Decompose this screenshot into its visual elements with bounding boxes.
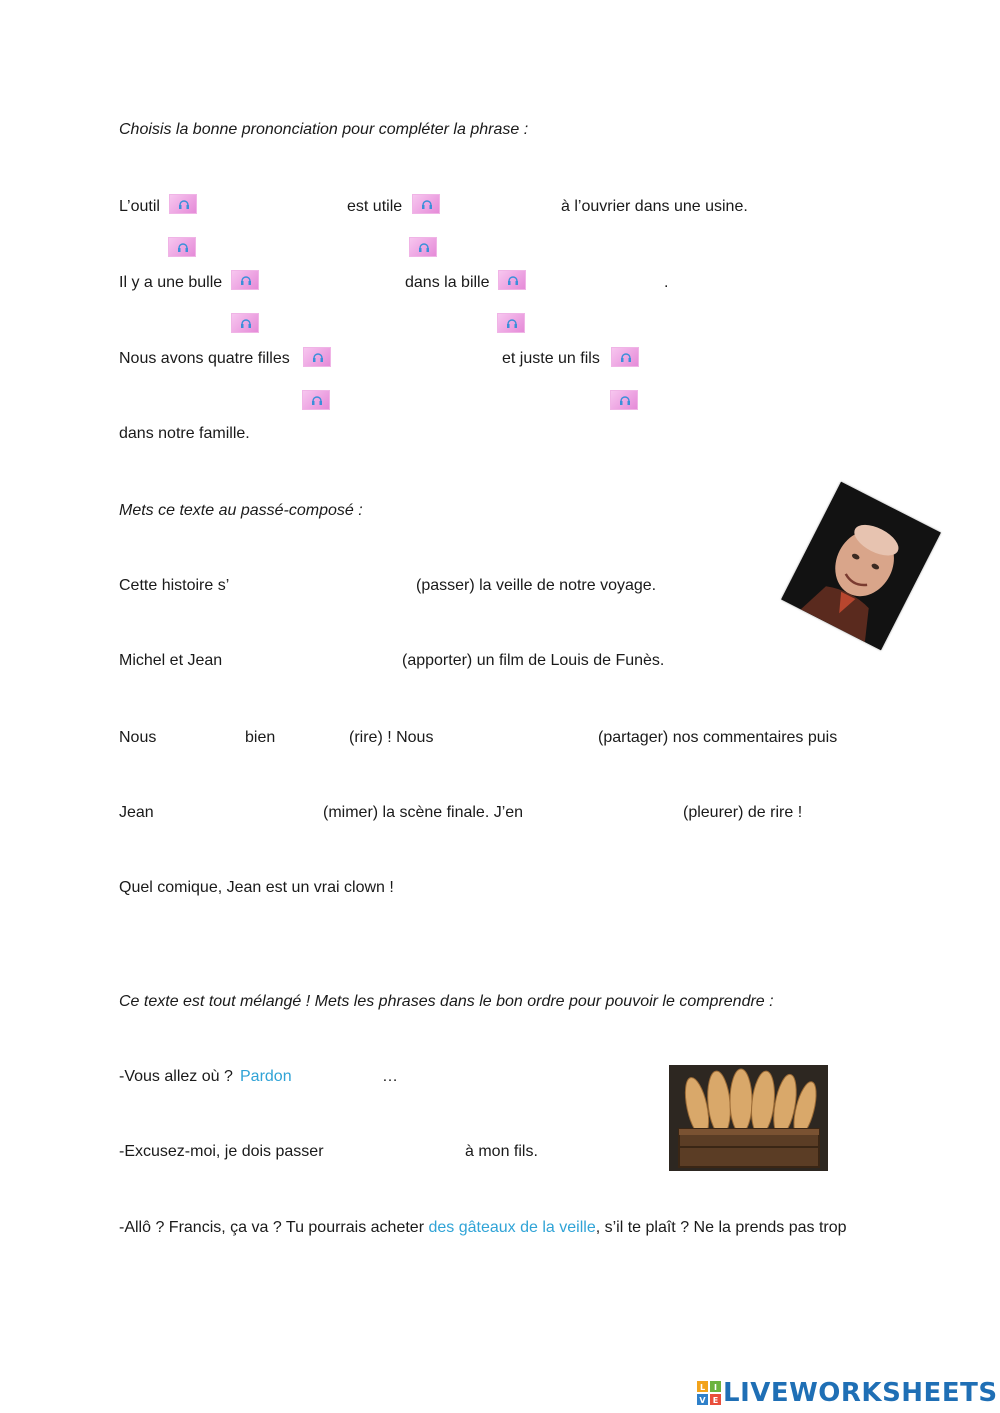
headphones-icon — [506, 317, 518, 329]
sentence-text — [119, 1218, 847, 1238]
instruction-passe-compose: Mets ce texte au passé-composé : — [119, 502, 363, 519]
sentence-text: bien — [245, 729, 276, 746]
audio-play-button[interactable] — [610, 390, 638, 410]
sentence-text: Nous avons quatre filles — [119, 350, 290, 367]
sentence-text: -Vous allez où ? — [119, 1068, 233, 1085]
headphones-icon — [178, 198, 190, 210]
sentence-text: (passer) la veille de notre voyage. — [416, 577, 657, 594]
sentence-text: Cette histoire s’ — [119, 577, 230, 594]
sentence-text: à mon fils. — [465, 1143, 538, 1160]
logo-badge-letter: E — [712, 1396, 719, 1405]
audio-play-button[interactable] — [497, 313, 525, 333]
headphones-icon — [311, 394, 323, 406]
headphones-icon — [418, 241, 430, 253]
sentence-text: dans la bille — [405, 274, 490, 291]
sentence-part: , s’il te plaît ? Ne la prends pas trop — [595, 1219, 847, 1236]
audio-play-button[interactable] — [169, 194, 197, 214]
audio-play-button[interactable] — [302, 390, 330, 410]
logo-badge-letter: L — [699, 1383, 706, 1392]
headphones-icon — [421, 198, 433, 210]
audio-play-button[interactable] — [611, 347, 639, 367]
sentence-text: L’outil — [119, 198, 160, 215]
audio-play-button[interactable] — [412, 194, 440, 214]
sentence-text: (mimer) la scène finale. J’en — [323, 804, 524, 821]
audio-play-button[interactable] — [498, 270, 526, 290]
sentence-text: Nous — [119, 729, 157, 746]
sentence-text: (rire) ! Nous — [349, 729, 434, 746]
logo-text: LIVEWORKSHEETS — [723, 1378, 998, 1408]
sentence-text: (pleurer) de rire ! — [683, 804, 803, 821]
logo-badge-letter: V — [699, 1396, 706, 1405]
draggable-word-pardon[interactable]: Pardon — [240, 1068, 292, 1085]
sentence-part: -Allô ? Francis, ça va ? Tu pourrais acheter — [119, 1219, 425, 1236]
headphones-icon — [620, 351, 632, 363]
sentence-text: dans notre famille. — [119, 425, 250, 442]
sentence-text: est utile — [347, 198, 403, 215]
sentence-text: . — [664, 274, 669, 291]
logo-badge-letter: I — [714, 1383, 717, 1392]
headphones-icon — [240, 317, 252, 329]
headphones-icon — [240, 274, 252, 286]
audio-play-button[interactable] — [303, 347, 331, 367]
audio-play-button[interactable] — [231, 270, 259, 290]
sentence-text: -Excusez-moi, je dois passer — [119, 1143, 324, 1160]
instruction-reorder: Ce texte est tout mélangé ! Mets les phrases dans le bon ordre pour pouvoir le comprendre : — [119, 993, 774, 1010]
sentence-text: (apporter) un film de Louis de Funès. — [402, 652, 665, 669]
sentence-text: Jean — [119, 804, 154, 821]
headphones-icon — [507, 274, 519, 286]
bread-basket-photo — [669, 1065, 828, 1171]
instruction-pronunciation: Choisis la bonne prononciation pour compléter la phrase : — [119, 121, 529, 138]
headphones-icon — [619, 394, 631, 406]
draggable-phrase-gateaux[interactable]: des gâteaux de la veille — [428, 1219, 596, 1236]
audio-play-button[interactable] — [409, 237, 437, 257]
headphones-icon — [312, 351, 324, 363]
portrait-photo — [781, 482, 941, 650]
sentence-text: Michel et Jean — [119, 652, 223, 669]
sentence-text: … — [382, 1068, 398, 1085]
portrait-illustration — [781, 482, 941, 650]
sentence-text: Il y a une bulle — [119, 274, 223, 291]
audio-play-button[interactable] — [168, 237, 196, 257]
sentence-text: à l’ouvrier dans une usine. — [561, 198, 748, 215]
logo-badge-icon — [697, 1381, 721, 1405]
sentence-text: (partager) nos commentaires puis — [598, 729, 838, 746]
sentence-text: et juste un fils — [502, 350, 600, 367]
sentence-text: Quel comique, Jean est un vrai clown ! — [119, 879, 394, 896]
audio-play-button[interactable] — [231, 313, 259, 333]
bread-illustration — [669, 1065, 828, 1171]
headphones-icon — [177, 241, 189, 253]
